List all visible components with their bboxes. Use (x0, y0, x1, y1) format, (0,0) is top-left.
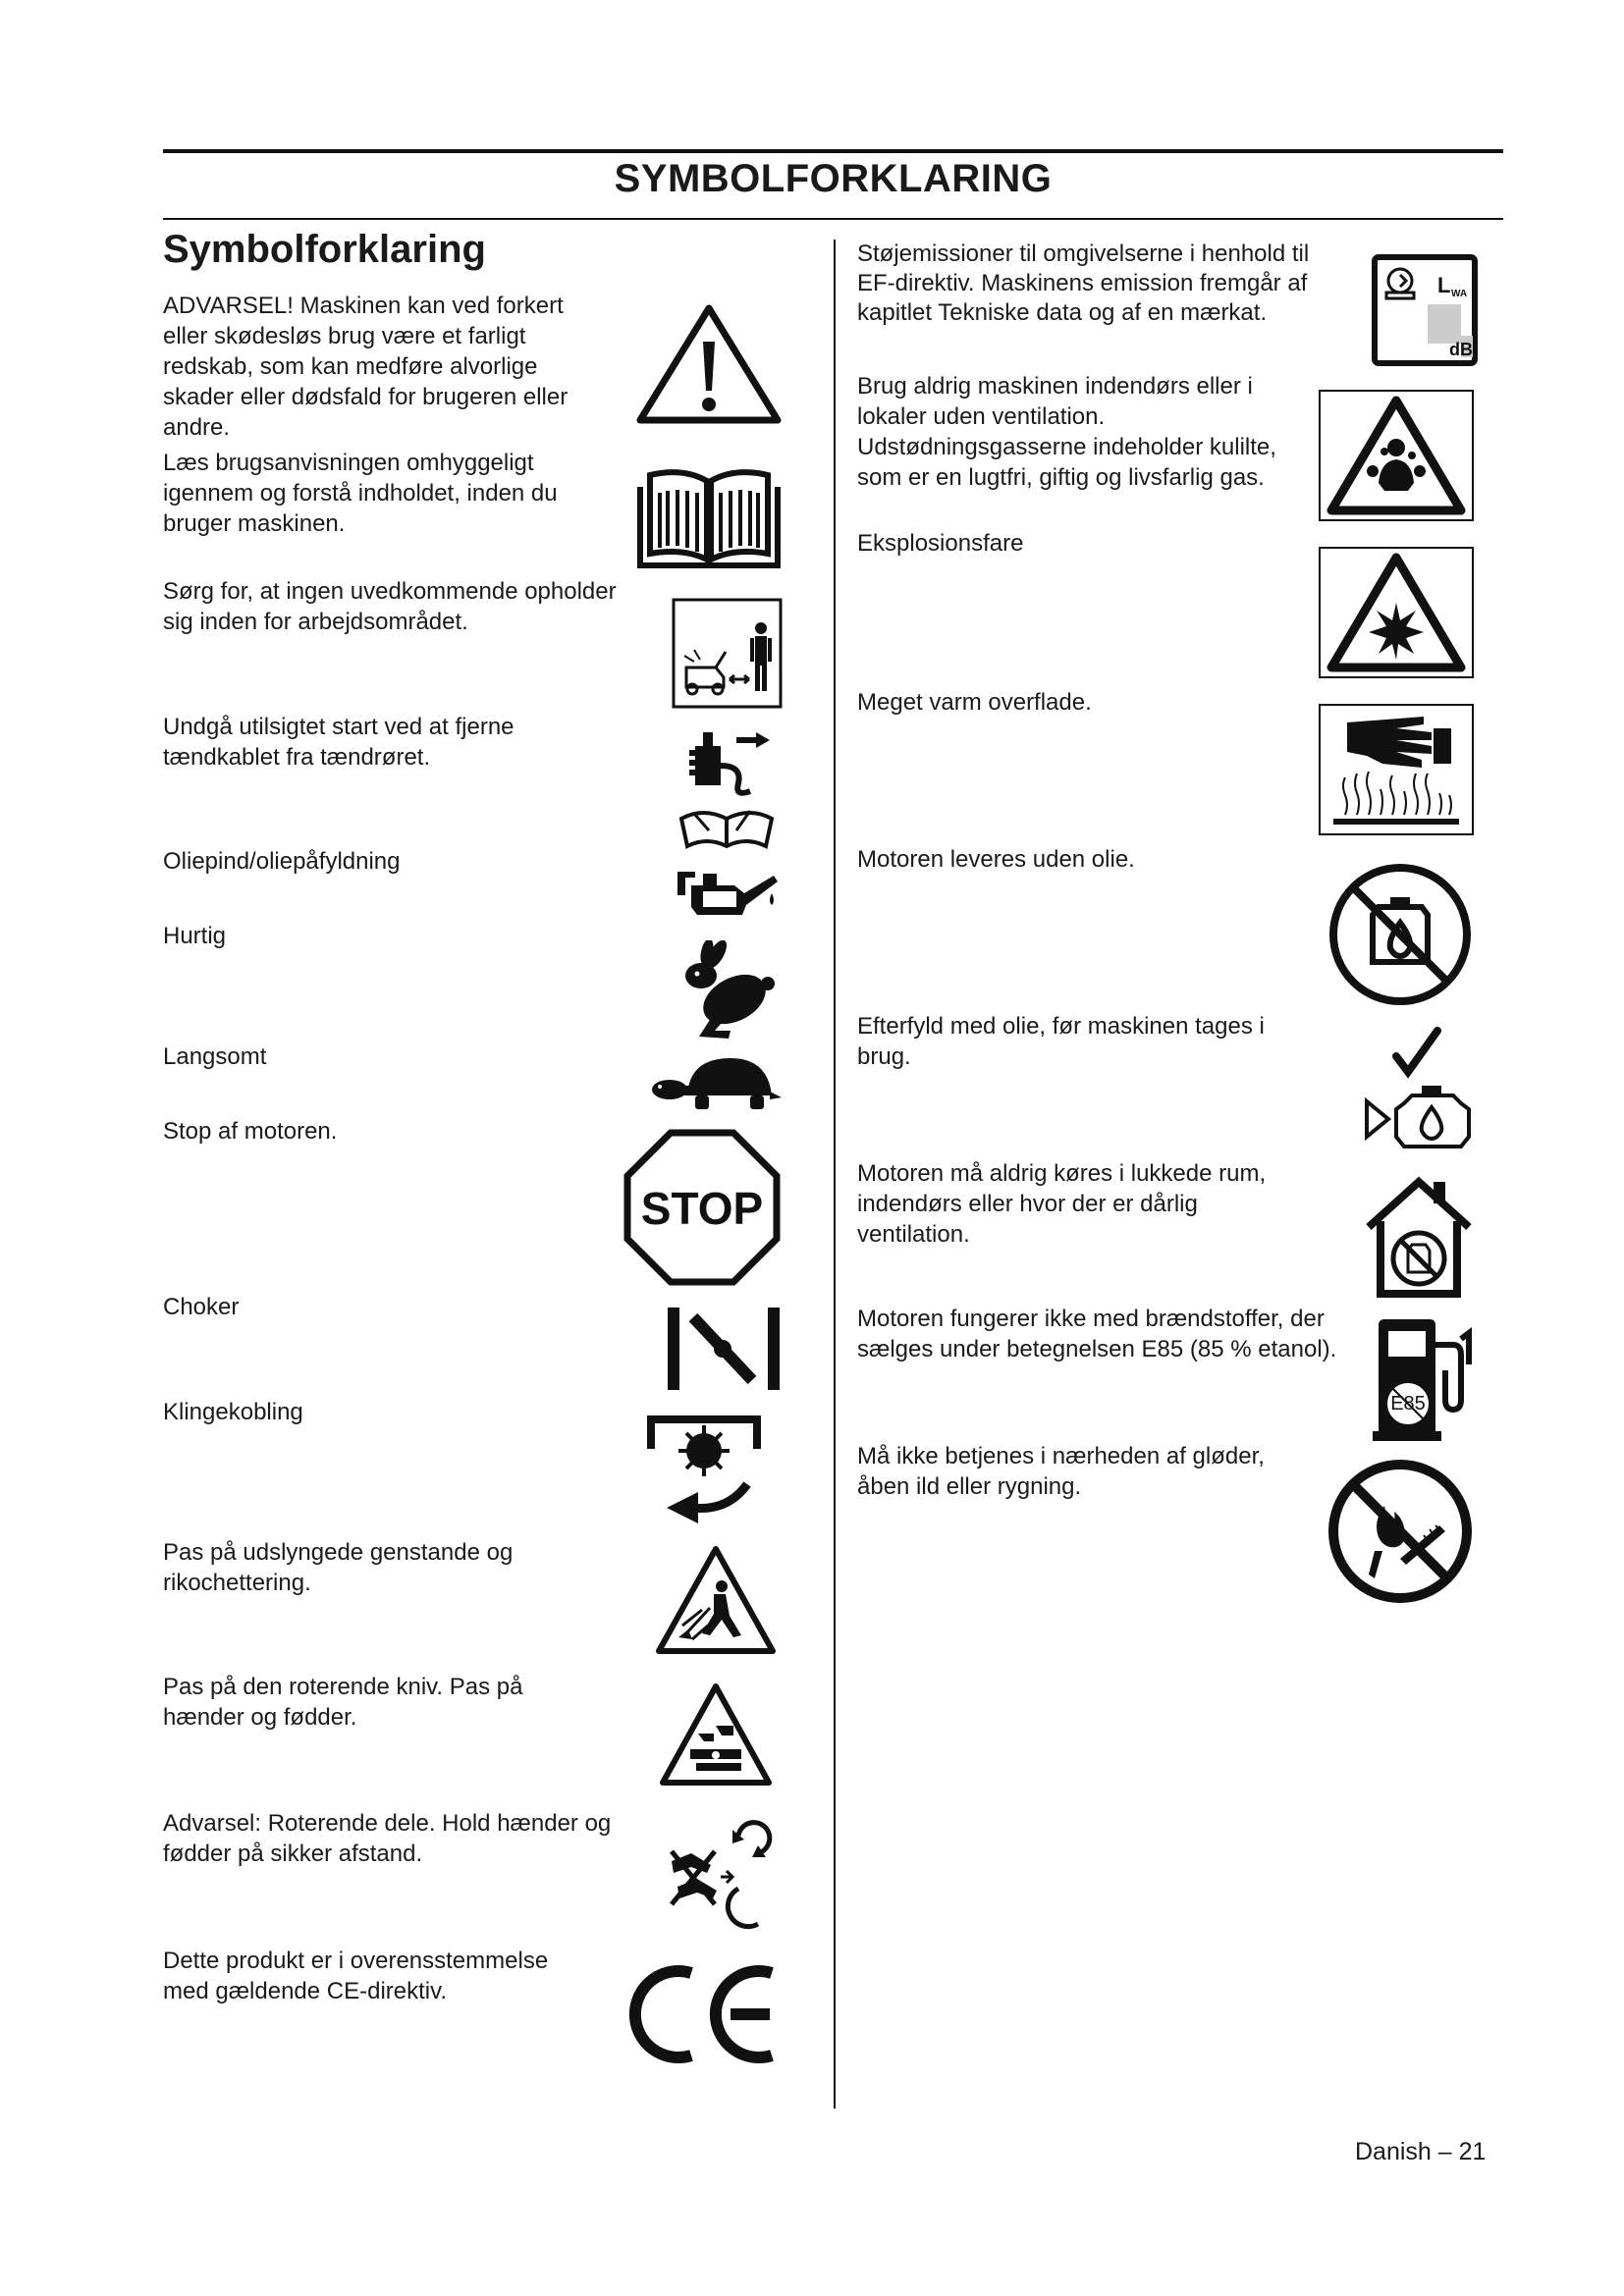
rotating-blade-icon (657, 1681, 775, 1790)
right-text-5: Motoren leveres uden olie. (857, 846, 1135, 873)
page-title: SYMBOLFORKLARING (614, 157, 1053, 200)
left-text-9: Choker (163, 1294, 240, 1320)
ce-mark-icon (624, 1959, 782, 2069)
left-text-6: Hurtig (163, 923, 227, 949)
left-text-3: Sørg for, at ingen uvedkommende opholder sig inden for arbejdsområdet. (163, 578, 617, 635)
spark-plug-cable-icon (674, 724, 784, 854)
column-divider (834, 240, 836, 2109)
right-text-1: Støjemissioner til omgivelserne i henhold til EF-direktiv. Maskinens emission fremgår af kapitlet Tekniske data og af en mærkat. (857, 240, 1310, 326)
left-text-8: Stop af motoren. (163, 1118, 338, 1145)
blade-clutch-icon (641, 1410, 767, 1529)
oil-can-icon (674, 864, 784, 931)
right-text-4: Meget varm overflade. (857, 689, 1092, 716)
right-text-2: Brug aldrig maskinen indendørs eller i lokaler uden ventilation. Udstødningsgasserne indeholder kulilte, som er en lugtfri, giftig og livsfarlig gas. (857, 373, 1276, 491)
left-text-11: Pas på udslyngede genstande og rikochettering. (163, 1539, 514, 1596)
left-text-13: Advarsel: Roterende dele. Hold hænder og fødder på sikker afstand. (163, 1810, 612, 1867)
left-text-10: Klingekobling (163, 1399, 303, 1425)
left-text-14: Dette produkt er i overensstemmelse med gældende CE-direktiv. (163, 1948, 549, 2004)
right-text-9: Må ikke betjenes i nærheden af gløder, åben ild eller rygning. (857, 1443, 1265, 1500)
stop-sign-icon (623, 1129, 781, 1286)
warning-triangle-icon (634, 302, 784, 426)
keep-distance-icon (671, 597, 784, 710)
right-text-3: Eksplosionsfare (857, 530, 1024, 557)
title-underline (163, 218, 1503, 220)
left-text-12: Pas på den roterende kniv. Pas på hænder og fødder. (163, 1674, 523, 1731)
open-book-icon (634, 463, 784, 573)
page-footer: Danish – 21 (1355, 2138, 1487, 2165)
refill-oil-icon (1359, 1027, 1475, 1152)
right-text-7: Motoren må aldrig køres i lukkede rum, indendørs eller hvor der er dårlig ventilation. (857, 1160, 1267, 1248)
rotating-parts-icon (664, 1810, 778, 1930)
explosion-icon (1318, 546, 1475, 679)
e85-text: E85 (1390, 1393, 1426, 1415)
right-text-8: Motoren fungerer ikke med brændstoffer, der sælges under betegnelsen E85 (85 % etanol). (857, 1306, 1337, 1362)
noise-label-icon (1371, 253, 1479, 367)
noise-label-unit: dB (1449, 340, 1473, 359)
section-heading: Symbolforklaring (163, 228, 486, 271)
left-text-2: Læs brugsanvisningen omhyggeligt igennem og forstå indholdet, inden du bruger maskinen. (163, 450, 558, 537)
thrown-objects-icon (653, 1543, 779, 1659)
hot-surface-icon (1318, 703, 1475, 836)
no-oil-icon (1326, 860, 1475, 1009)
no-indoor-icon (1363, 1174, 1475, 1302)
no-fire-icon (1326, 1457, 1475, 1606)
noise-label-subscript: WA (1451, 289, 1468, 299)
stop-sign-text: STOP (640, 1183, 764, 1234)
right-text-6: Efterfyld med olie, før maskinen tages i brug. (857, 1013, 1265, 1070)
no-e85-icon (1371, 1315, 1475, 1445)
turtle-icon (648, 1052, 784, 1115)
left-text-4: Undgå utilsigtet start ved at fjerne tændkablet fra tændrøret. (163, 714, 514, 771)
toxic-gas-icon (1318, 389, 1475, 522)
choke-icon (664, 1304, 784, 1394)
left-text-5: Oliepind/oliepåfyldning (163, 848, 401, 875)
noise-label-text: L (1437, 273, 1451, 297)
rabbit-icon (674, 940, 784, 1046)
left-text-1: ADVARSEL! Maskinen kan ved forkert eller skødesløs brug være et farligt redskab, som kan medføre alvorlige skader eller dødsfald for brugeren eller andre. (163, 293, 568, 441)
left-text-7: Langsomt (163, 1043, 267, 1070)
top-rule (163, 149, 1503, 153)
